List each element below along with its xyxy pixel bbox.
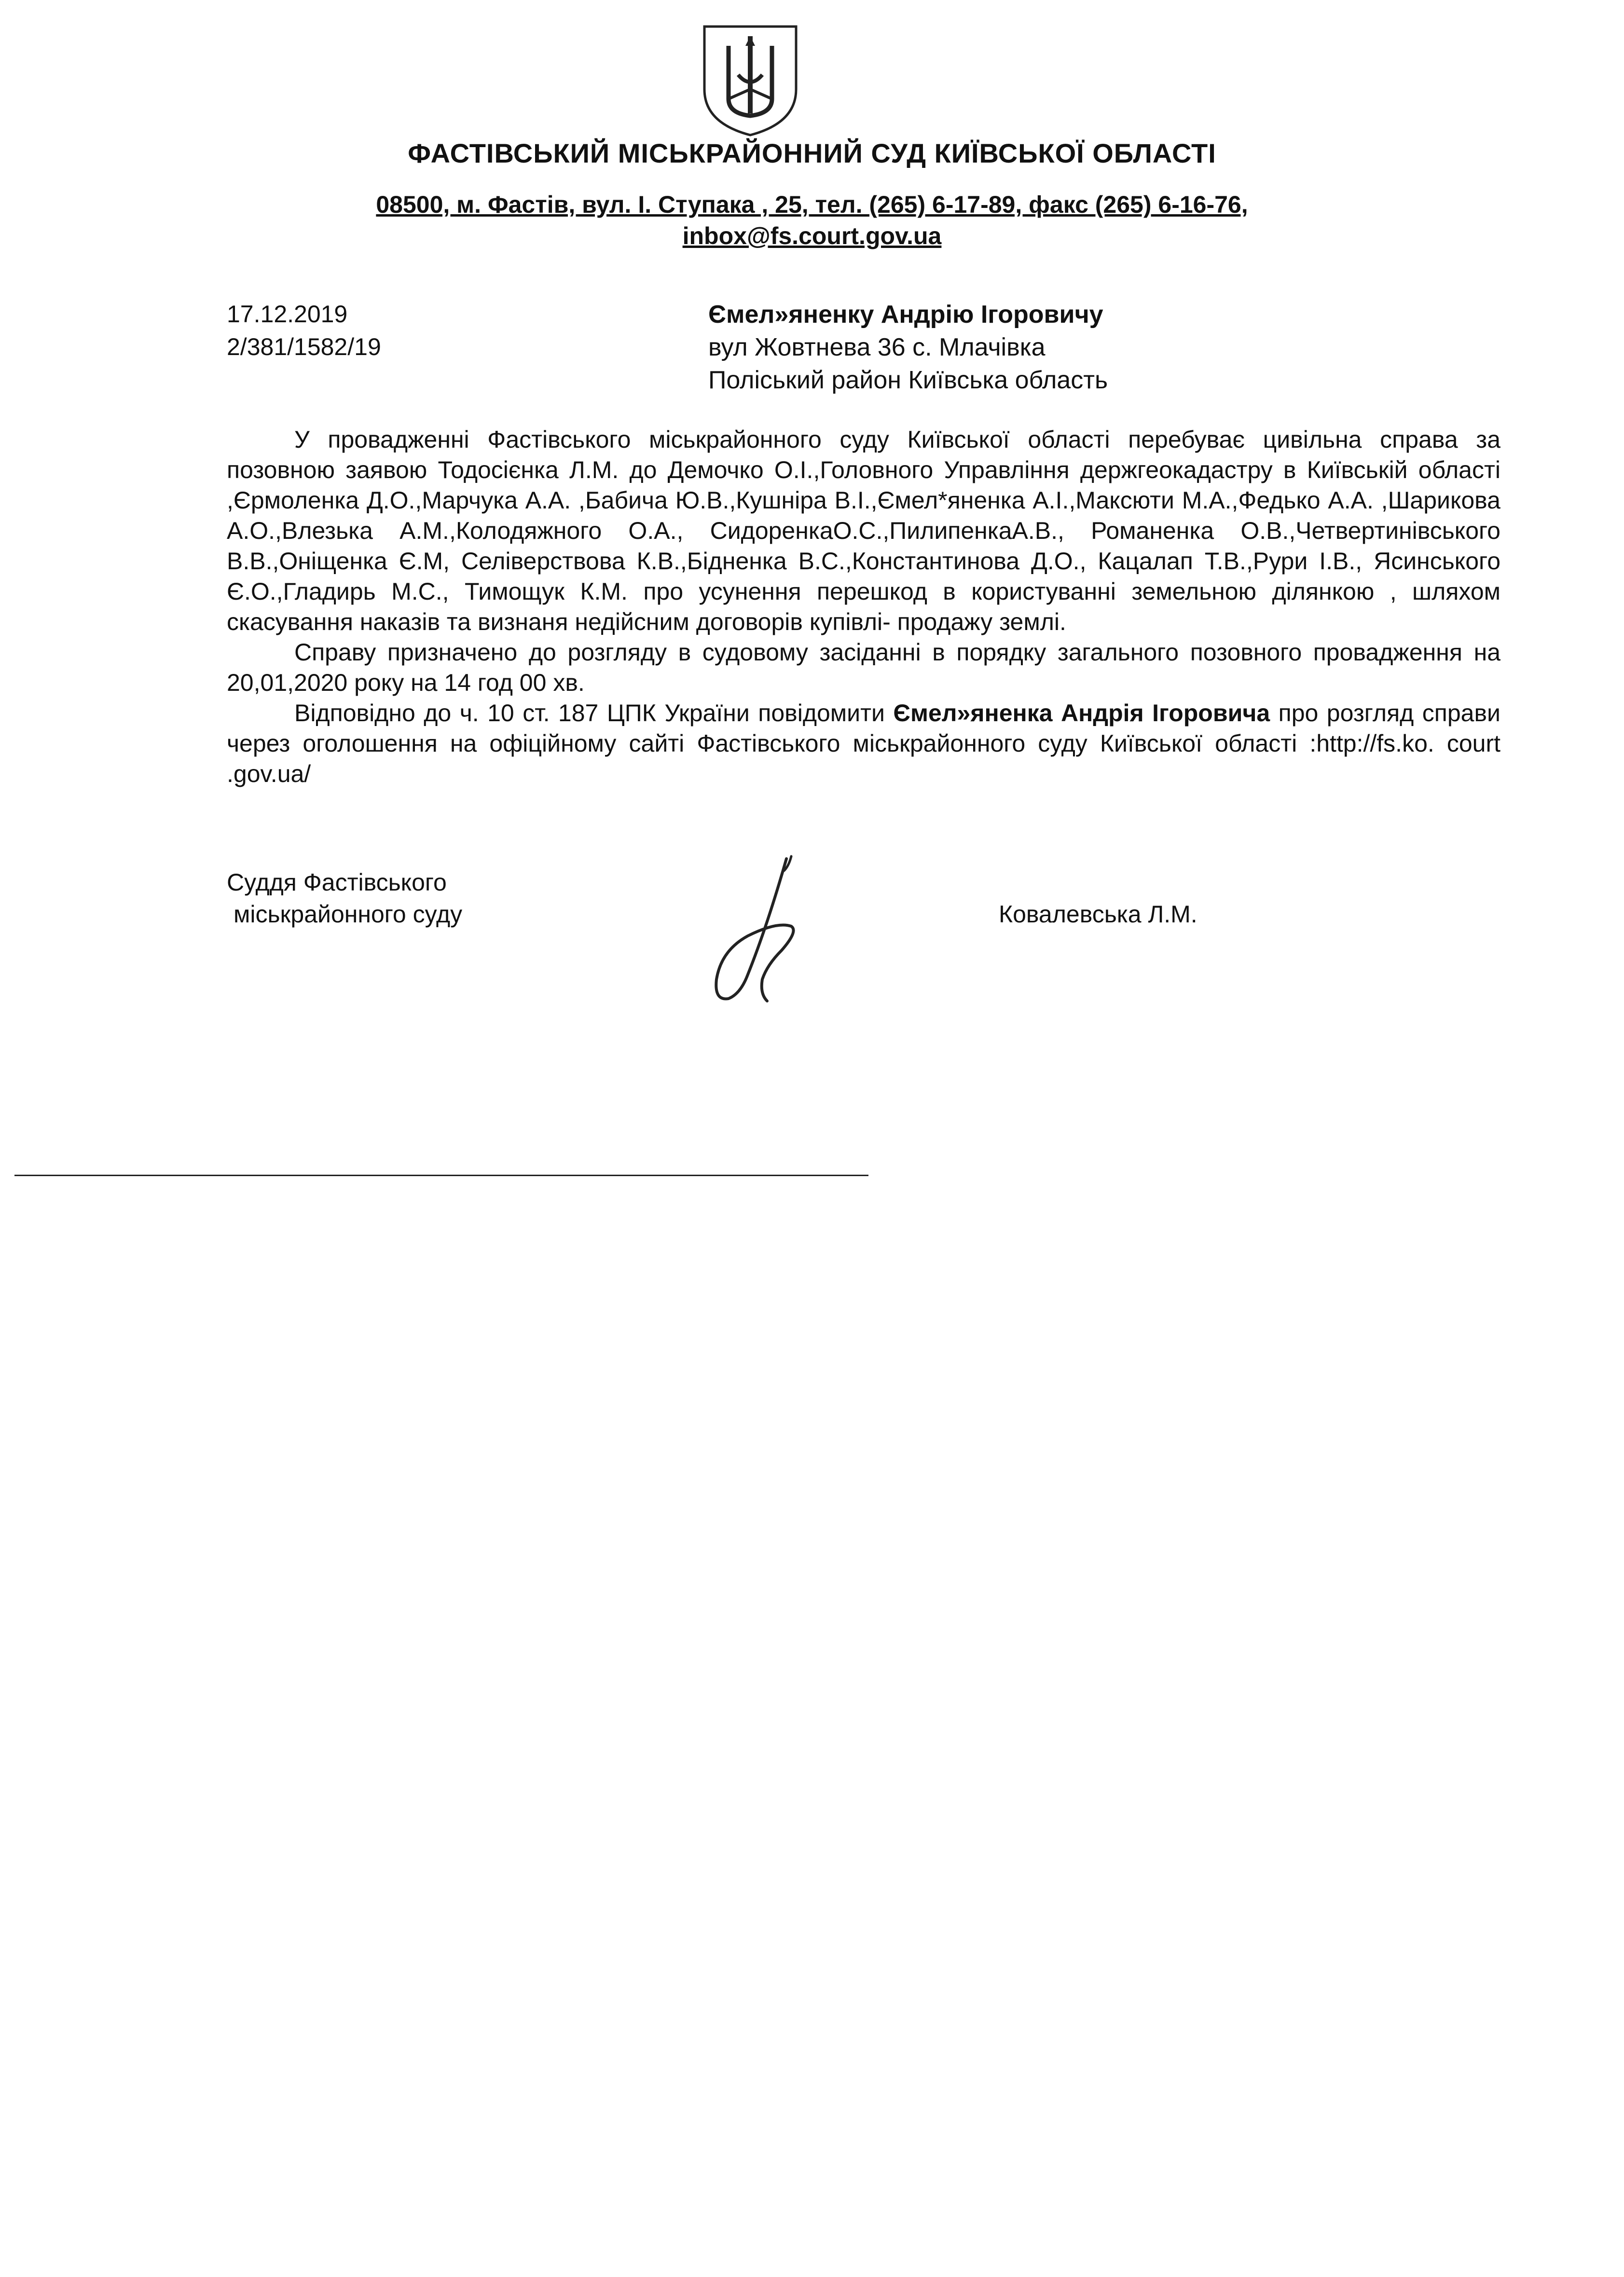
notice-body — [227, 425, 1500, 789]
notification-text-end: про розгляд справи через оголошення на офіційному сайті Фастівського міськрайонного суду Київської області :http://fs.ko. court .gov.ua/ — [227, 700, 1500, 787]
tryzub-coat-of-arms-icon — [700, 17, 801, 137]
judge-title-line1: Суддя Фастівського — [227, 869, 447, 896]
paragraph-notification — [227, 698, 1500, 789]
handwritten-signature — [695, 854, 820, 1008]
paragraph-hearing-date: Справу призначено до розгляду в судовому засіданні в порядку загального позовного провадження на 20,01,2020 року на 14 год 00 хв. — [227, 639, 1500, 696]
notification-text-start: Відповідно до ч. 10 ст. 187 ЦПК України повідомити — [294, 700, 894, 727]
paragraph-case-description: У провадженні Фастівського міськрайонного суду Київської області перебуває цивільна справа за позовною заявою Тодосієнка Л.М. до Демочко О.І.,Головного Управління держгеокадастру в Київській області ,Єрмоленка Д.О.,Марчука А.А. ,Бабича Ю.В.,Кушніра В.І.,Ємел*яненка А.І.,Максюти М.А.,Федько А.А. ,Шарикова А.О.,Влезька А.М.,Колодяжного О.А., СидоренкаО.С.,ПилипенкаА.В., Романенка О.В.,Четвертинівського В.В.,Оніщенка Є.М, Селіверствова К.В.,Бідненка В.С.,Константинова Д.О., Кацалап Т.В.,Рури І.В., Ясинського Є.О.,Гладирь М.С., Тимощук К.М. про усунення перешкод в користуванні земельною ділянкою , шляхом скасування наказів та визнаня недійсним договорів купівлі- продажу землі. — [227, 426, 1500, 635]
bottom-divider — [14, 1175, 868, 1176]
recipient-street: вул Жовтнева 36 с. Млачівка — [708, 333, 1046, 361]
recipient-name: Ємел»яненку Андрію Ігоровичу — [708, 301, 1103, 329]
case-number: 2/381/1582/19 — [227, 333, 381, 360]
court-address: 08500, м. Фастів, вул. І. Ступака , 25, тел. (265) 6-17-89, факс (265) 6-16-76, — [376, 191, 1248, 218]
judge-title-line2: міськрайонного суду — [234, 901, 463, 928]
recipient-region: Поліський район Київська область — [708, 366, 1108, 394]
judge-name: Ковалевська Л.М. — [999, 901, 1197, 928]
court-title: ФАСТІВСЬКИЙ МІСЬКРАЙОННИЙ СУД КИЇВСЬКОЇ ОБЛАСТІ — [408, 138, 1216, 168]
notified-person-name: Ємел»яненка Андрія Ігоровича — [893, 700, 1270, 727]
document-date: 17.12.2019 — [227, 301, 348, 328]
court-email: inbox@fs.court.gov.ua — [682, 222, 942, 249]
